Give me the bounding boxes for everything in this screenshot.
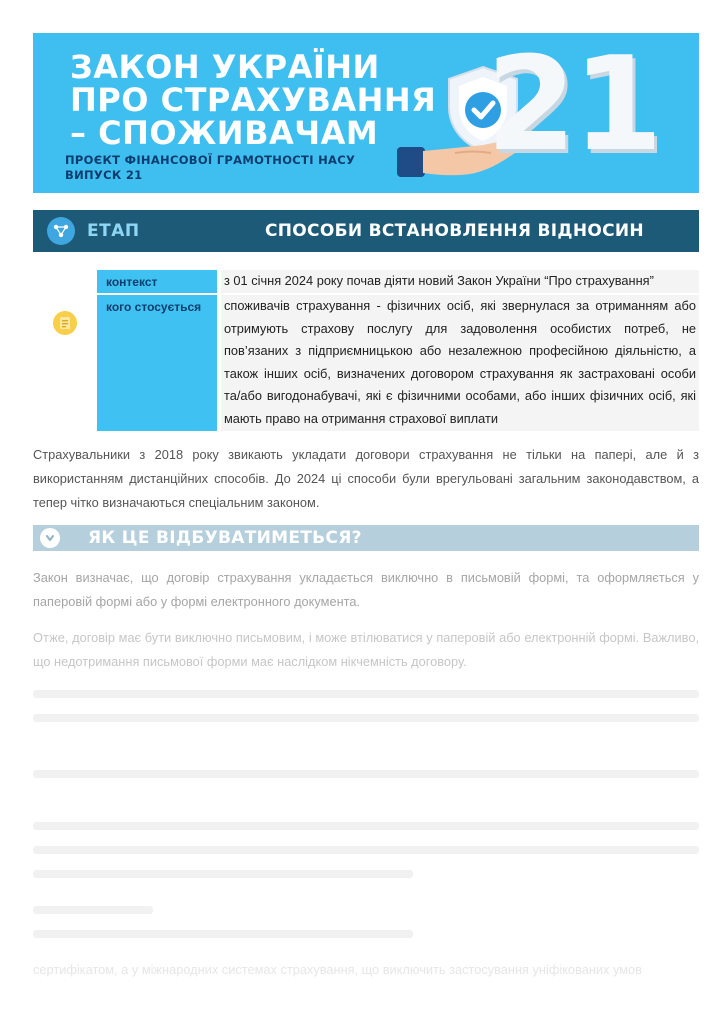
faded-last-line: сертифікатом, а у міжнародних системах страхування, що виключить застосування уніфікованих умов [33,962,642,977]
faded-text-block [33,906,699,954]
context-key: контекст [97,270,217,293]
table-row [97,295,699,431]
body-paragraph: Отже, договір має бути виключно письмовим, і може втілюватися у паперовій або електронній формі. Важливо, що недотримання письмової форми має наслідком нікчемність договору. [33,630,699,669]
people-network-icon [47,217,75,245]
faded-text-block [33,690,699,738]
table-row [97,270,699,295]
banner-title-line: ЗАКОН УКРАЇНИ [70,48,380,86]
body-paragraph: Закон визначає, що договір страхування укладається виключно в письмовій формі, та оформляється у паперовій формі або у формі електронного документа. [33,570,699,609]
banner-subtitle-block [65,153,355,183]
context-table [97,270,699,431]
intro-paragraph: Страхувальники з 2018 року звикають укладати договори страхування не тільки на папері, але й з використанням дистанційних способів. До 2024 ці способи були врегульовані загальним законодавством, а тепер чітко визначаються спеціальним законом. [33,447,699,510]
faded-text-line [33,906,153,914]
section-header [33,525,699,551]
section-title: ЯК ЦЕ ВІДБУВАТИМЕТЬСЯ? [88,528,362,548]
faded-text-line [33,822,699,830]
audience-key: кого стосується [97,295,217,431]
document-info-icon [52,310,78,336]
audience-value: споживачів страхування - фізичних осіб, які звернулася за отриманням або отримують страхову послугу для задоволення особистих потреб, не пов’язаних з підприємницькою або незалежною професійною діяльністю, а також інших осіб, визначених договором страхування як застраховані особи та/або вигодонабувачі, які є фізичними особами, або інших фізичних осіб, які мають право на отримання страхової виплати [221,295,699,431]
faded-text-block [33,770,699,794]
faded-text-line [33,846,699,854]
issue-number: 21 [486,33,659,180]
stage-title: СПОСОБИ ВСТАНОВЛЕННЯ ВІДНОСИН [265,221,644,241]
stage-label: ЕТАП [87,221,140,241]
banner-title-line: – СПОЖИВАЧАМ [70,114,379,152]
banner-issue: ВИПУСК 21 [65,168,143,182]
banner-subtitle: ПРОЄКТ ФІНАНСОВОЇ ГРАМОТНОСТІ НАСУ [65,153,356,167]
faded-text-line [33,930,413,938]
stage-header [33,210,699,252]
faded-text-line [33,690,699,698]
faded-text-line [33,870,413,878]
hero-banner [33,33,699,193]
chevron-down-icon [40,528,60,548]
faded-text-line [33,714,699,722]
faded-text-block [33,822,699,894]
context-value: з 01 січня 2024 року почав діяти новий Закон України “Про страхування” [221,270,699,293]
faded-text-line [33,770,699,778]
banner-title [70,48,437,152]
banner-title-line: ПРО СТРАХУВАННЯ [70,81,437,119]
